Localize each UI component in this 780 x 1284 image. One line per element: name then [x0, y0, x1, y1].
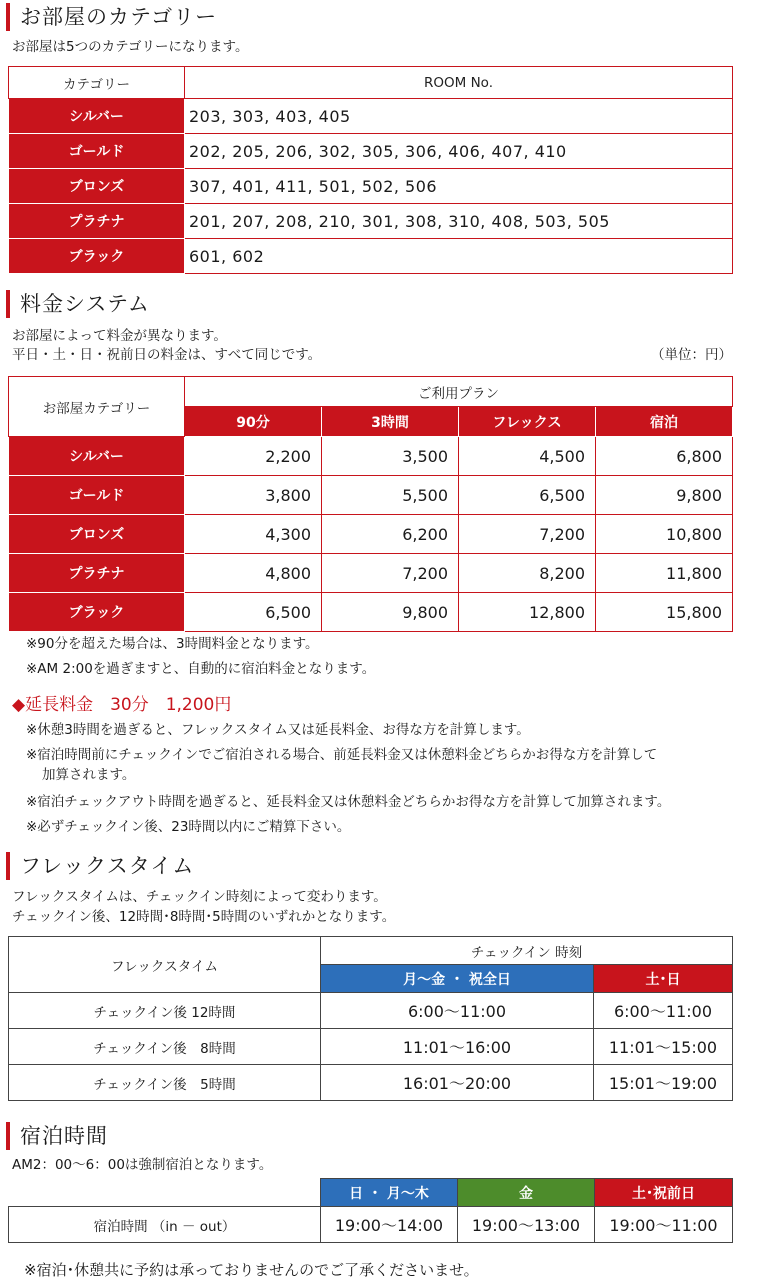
flex-time-weekday: 16:01～20:00 — [321, 1065, 594, 1101]
price-cell: 6,800 — [596, 437, 733, 476]
flex-time-weekend: 15:01～19:00 — [594, 1065, 733, 1101]
stay-time-table — [8, 1178, 733, 1243]
stay-row-label: 宿泊時間 （in － out） — [9, 1207, 321, 1243]
flex-row-label: チェックイン後 5時間 — [9, 1065, 321, 1101]
price-cell: 7,200 — [459, 515, 596, 554]
pricing-table — [8, 376, 733, 632]
category-cell: ブラック — [9, 593, 185, 632]
price-cell: 6,200 — [322, 515, 459, 554]
price-cell: 3,800 — [185, 476, 322, 515]
flex-time-weekend: 11:01～15:00 — [594, 1029, 733, 1065]
room-category-desc: お部屋は5つのカテゴリーになります。 — [12, 39, 249, 55]
flex-time-weekday: 6:00～11:00 — [321, 993, 594, 1029]
category-cell: シルバー — [9, 437, 185, 476]
footer-note: ※宿泊･休憩共に予約は承っておりませんのでご了承くださいませ。 — [24, 1261, 479, 1279]
stay-desc: AM2：00～6：00は強制宿泊となります。 — [12, 1157, 273, 1173]
section-title-stay: 宿泊時間 — [6, 1122, 108, 1150]
plan-header: 宿泊 — [596, 407, 733, 437]
room-list: 202, 205, 206, 302, 305, 306, 406, 407, 410 — [185, 134, 733, 169]
room-list: 601, 602 — [185, 239, 733, 274]
price-cell: 12,800 — [459, 593, 596, 632]
flex-desc-1: フレックスタイムは、チェックイン時刻によって変わります。 — [12, 889, 387, 905]
category-cell: ブラック — [9, 239, 185, 274]
flex-row-label: チェックイン後 8時間 — [9, 1029, 321, 1065]
extension-note-3: ※宿泊チェックアウト時間を過ぎると、延長料金又は休憩料金どちらかお得な方を計算して加算されます。 — [26, 794, 671, 810]
extension-note-4: ※必ずチェックイン後、23時間以内にご精算下さい。 — [26, 819, 351, 835]
stay-time-sat: 19:00～11:00 — [595, 1207, 733, 1243]
section-title-pricing: 料金システム — [6, 290, 150, 318]
pricing-note-2: ※AM 2:00を過ぎますと、自動的に宿泊料金となります。 — [26, 661, 376, 677]
section-title-room-category: お部屋のカテゴリー — [6, 3, 217, 31]
price-cell: 11,800 — [596, 554, 733, 593]
col-header-weekday: 月～金 ・ 祝全日 — [321, 965, 594, 993]
category-cell: ゴールド — [9, 476, 185, 515]
category-cell: プラチナ — [9, 554, 185, 593]
flex-row-label: チェックイン後 12時間 — [9, 993, 321, 1029]
category-cell: シルバー — [9, 99, 185, 134]
col-header-room-category: お部屋カテゴリー — [9, 377, 185, 437]
pricing-note-1: ※90分を超えた場合は、3時間料金となります。 — [26, 636, 319, 652]
stay-time-sun-thu: 19:00～14:00 — [321, 1207, 458, 1243]
col-header-sun-thu: 日 ・ 月～木 — [321, 1179, 458, 1207]
room-list: 307, 401, 411, 501, 502, 506 — [185, 169, 733, 204]
category-cell: ブロンズ — [9, 515, 185, 554]
extension-note-1: ※休憩3時間を過ぎると、フレックスタイム又は延長料金、お得な方を計算します。 — [26, 722, 530, 738]
pricing-desc-2: 平日・土・日・祝前日の料金は、すべて同じです。 — [12, 347, 322, 363]
price-cell: 7,200 — [322, 554, 459, 593]
flex-time-weekend: 6:00～11:00 — [594, 993, 733, 1029]
flex-desc-2: チェックイン後、12時間･8時間･5時間のいずれかとなります。 — [12, 909, 396, 925]
room-list: 201, 207, 208, 210, 301, 308, 310, 408, 503, 505 — [185, 204, 733, 239]
col-header-fri: 金 — [458, 1179, 595, 1207]
category-cell: ブロンズ — [9, 169, 185, 204]
category-cell: ゴールド — [9, 134, 185, 169]
extension-note-2-cont: 加算されます。 — [42, 767, 136, 783]
price-cell: 4,500 — [459, 437, 596, 476]
price-cell: 5,500 — [322, 476, 459, 515]
col-header-room-no: ROOM No. — [185, 67, 733, 99]
price-cell: 3,500 — [322, 437, 459, 476]
flex-time-table — [8, 936, 733, 1101]
extension-note-2: ※宿泊時間前にチェックインでご宿泊される場合、前延長料金又は休憩料金どちらかお得な方を計算して — [26, 747, 658, 763]
price-cell: 4,300 — [185, 515, 322, 554]
stay-time-fri: 19:00～13:00 — [458, 1207, 595, 1243]
price-cell: 9,800 — [322, 593, 459, 632]
price-cell: 2,200 — [185, 437, 322, 476]
price-cell: 6,500 — [185, 593, 322, 632]
col-header-category: カテゴリー — [9, 67, 185, 99]
flex-time-weekday: 11:01～16:00 — [321, 1029, 594, 1065]
plan-header: フレックス — [459, 407, 596, 437]
price-cell: 4,800 — [185, 554, 322, 593]
price-cell: 8,200 — [459, 554, 596, 593]
category-cell: プラチナ — [9, 204, 185, 239]
room-list: 203, 303, 403, 405 — [185, 99, 733, 134]
room-category-table — [8, 66, 733, 274]
price-cell: 10,800 — [596, 515, 733, 554]
pricing-desc-1: お部屋によって料金が異なります。 — [12, 328, 227, 344]
col-header-sat-holiday-eve: 土･祝前日 — [595, 1179, 733, 1207]
unit-label: （単位：円） — [651, 347, 732, 363]
empty-corner — [9, 1179, 321, 1207]
col-header-checkin: チェックイン 時刻 — [321, 937, 733, 965]
col-header-weekend: 土･日 — [594, 965, 733, 993]
price-cell: 15,800 — [596, 593, 733, 632]
price-cell: 9,800 — [596, 476, 733, 515]
price-cell: 6,500 — [459, 476, 596, 515]
col-header-flex: フレックスタイム — [9, 937, 321, 993]
plan-header: 3時間 — [322, 407, 459, 437]
col-header-plan: ご利用プラン — [185, 377, 733, 407]
plan-header: 90分 — [185, 407, 322, 437]
extension-fee: ◆延長料金 30分 1,200円 — [12, 695, 232, 715]
section-title-flex: フレックスタイム — [6, 852, 194, 880]
